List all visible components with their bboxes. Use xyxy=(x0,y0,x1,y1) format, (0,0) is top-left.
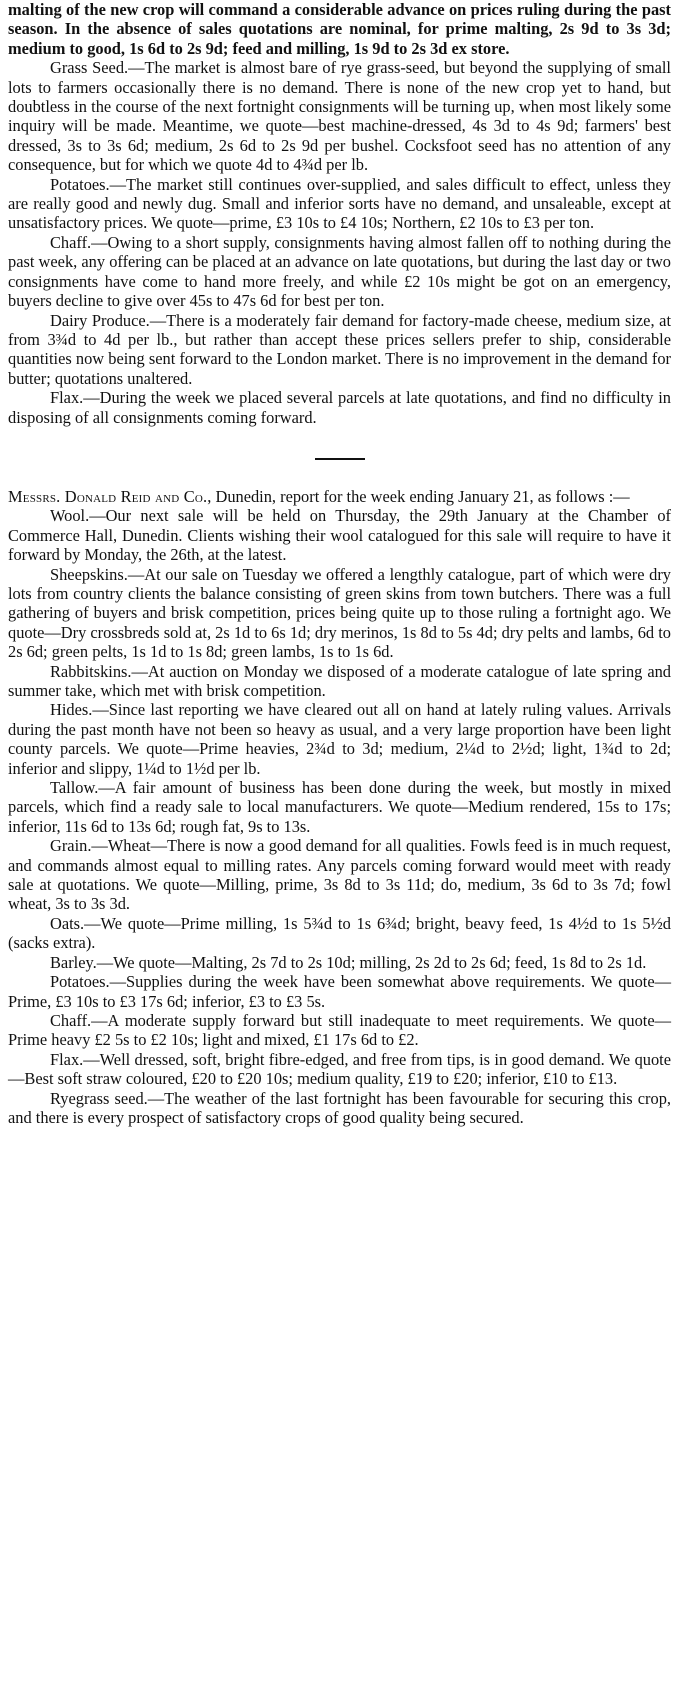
grain-paragraph xyxy=(8,836,671,914)
sheepskins-paragraph xyxy=(8,565,671,662)
paragraph-text: —At our sale on Tuesday we offered a lengthly catalogue, part of which were dry lots from country clients the balance consisting of green skins from town butchers. There was a full gathering of buyers and brisk competition, prices being quite up to those ruling a fortnight ago. We quote—Dry crossbreds sold at, 2s 1d to 6s 1d; dry merinos, 1s 8d to 5s 4d; dry pelts and lambs, 6d to 2s 6d; green pelts, 1s 1d to 1s 8d; green lambs, 1s to 1s 6d. xyxy=(8,564,671,662)
paragraph-text: —Well dressed, soft, bright fibre-edged, and free from tips, is in good demand. We quote—Best soft straw coloured, £20 to £20 10s; medium quality, £19 to £20; inferior, £10 to £13. xyxy=(8,1049,671,1089)
paragraph-heading: Rabbitskins. xyxy=(50,661,132,681)
paragraph-text: —The market is almost bare of rye grass-seed, but beyond the supplying of small lots to farmers occasionally there is no demand. There is none of the new crop yet to hand, but doubtless in the course of the next fortnight consignments will be turning up, when most likely some inquiry will be made. Meantime, we quote—best machine-dressed, 4s 3d to 4s 9d; farmers' best dressed, 3s to 3s 6d; medium, 2s 6d to 2s 9d per bushel. Cocksfoot seed has no attention of any consequence, but for which we quote 4d to 4¾d per lb. xyxy=(8,58,671,175)
paragraph-text: —A moderate supply forward but still inadequate to meet requirements. We quote—Prime heavy £2 5s to £2 10s; light and mixed, £1 17s 6d to £2. xyxy=(8,1010,671,1050)
paragraph-heading: Grain. xyxy=(50,836,92,856)
paragraph-heading: Ryegrass seed. xyxy=(50,1088,148,1108)
market-report-section-1 xyxy=(8,0,671,427)
malting-paragraph: malting of the new crop will command a considerable advance on prices ruling during the past season. In the absence of sales quotations are nominal, for prime malting, 2s 9d to 3s 3d; medium to good, 1s 6d to 2s 9d; feed and milling, 1s 9d to 2s 3d ex store. xyxy=(8,0,671,58)
paragraph-heading: Tallow. xyxy=(50,778,99,798)
paragraph-heading: Potatoes. xyxy=(50,972,110,992)
paragraph-heading: Chaff. xyxy=(50,232,92,252)
tallow-paragraph xyxy=(8,778,671,836)
chaff-paragraph xyxy=(8,1011,671,1050)
divider-rule xyxy=(315,458,365,460)
paragraph-heading: Potatoes. xyxy=(50,174,110,194)
report-intro xyxy=(8,487,671,506)
paragraph-text: —The weather of the last fortnight has been favourable for securing this crop, and there is every prospect of satisfactory crops of good quality being secured. xyxy=(8,1088,671,1127)
dairy-produce-paragraph xyxy=(8,311,671,389)
paragraph-text: —There is a moderately fair demand for factory-made cheese, medium size, at from 3¾d to 4d per lb., but rather than accept these prices sellers prefer to ship, considerable quantities now being sent forward to the London market. There is no improvement in the demand for butter; quotations unaltered. xyxy=(8,310,671,388)
potatoes-paragraph xyxy=(8,175,671,233)
paragraph-text: —At auction on Monday we disposed of a moderate catalogue of late spring and summer take, which met with brisk competition. xyxy=(8,661,671,700)
paragraph-text: —We quote—Prime milling, 1s 5¾d to 1s 6¾d; bright, beavy feed, 1s 4½d to 1s 5½d (sacks extra). xyxy=(8,913,671,953)
barley-paragraph xyxy=(8,953,671,972)
market-report-section-2 xyxy=(8,487,671,1127)
paragraph-heading: Chaff. xyxy=(50,1010,92,1030)
paragraph-heading: Flax. xyxy=(50,1049,84,1069)
paragraph-heading: Dairy Produce. xyxy=(50,310,150,330)
paragraph-heading: Grass Seed. xyxy=(50,58,129,78)
paragraph-heading: Hides. xyxy=(50,700,93,720)
paragraph-heading: Oats. xyxy=(50,913,85,933)
paragraph-heading: Flax. xyxy=(50,388,84,408)
rabbitskins-paragraph xyxy=(8,662,671,701)
chaff-paragraph xyxy=(8,233,671,311)
flax-paragraph xyxy=(8,1050,671,1089)
paragraph-text: —Since last reporting we have cleared out all on hand at lately ruling values. Arrivals during the past month have not been so heavy as usual, and a very large proportion have been light county parcels. We quote—Prime heavies, 2¾d to 3d; medium, 2¼d to 2½d; light, 1¾d to 2d; inferior and slippy, 1¼d to 1½d per lb. xyxy=(8,700,671,778)
hides-paragraph xyxy=(8,700,671,778)
paragraph-heading: Barley. xyxy=(50,952,97,972)
section-divider xyxy=(8,427,671,487)
paragraph-text: —Supplies during the week have been somewhat above requirements. We quote—Prime, £3 10s to £3 17s 6d; inferior, £3 to £3 5s. xyxy=(8,972,671,1011)
report-intro-text: , Dunedin, report for the week ending January 21, as follows :— xyxy=(207,486,630,506)
potatoes-paragraph xyxy=(8,972,671,1011)
grass-seed-paragraph xyxy=(8,58,671,174)
paragraph-text: —We quote—Malting, 2s 7d to 2s 10d; milling, 2s 2d to 2s 6d; feed, 1s 8d to 2s 1d. xyxy=(96,952,647,972)
paragraph-heading: Sheepskins. xyxy=(50,564,128,584)
oats-paragraph xyxy=(8,914,671,953)
paragraph-text: —A fair amount of business has been done during the week, but mostly in mixed parcels, which find a ready sale to local manufacturers. We quote—Medium rendered, 15s to 17s; inferior, 11s 6d to 13s 6d; rough fat, 9s to 13s. xyxy=(8,778,671,836)
ryegrass-seed-paragraph xyxy=(8,1089,671,1128)
paragraph-text: —Our next sale will be held on Thursday, the 29th January at the Chamber of Commerce Hall, Dunedin. Clients wishing their wool catalogued for this sale will require to have it forward by Monday, the 26th, at the latest. xyxy=(8,506,671,565)
paragraph-heading: Wool. xyxy=(50,506,90,526)
wool-paragraph xyxy=(8,506,671,564)
paragraph-text: —The market still continues over-supplied, and sales difficult to effect, unless they are really good and newly dug. Small and inferior sorts have no demand, and unsaleable, except at unsatisfactory prices. We quote—prime, £3 10s to £4 10s; Northern, £2 10s to £3 per ton. xyxy=(8,174,671,233)
paragraph-text: —During the week we placed several parcels at late quotations, and find no difficulty in disposing of all consignments coming forward. xyxy=(8,388,671,427)
firm-name: Messrs. Donald Reid and Co. xyxy=(8,486,208,506)
paragraph-text: —Owing to a short supply, consignments having almost fallen off to nothing during the past week, any offering can be placed at an advance on late quotations, but during the last day or two consignments have come to hand more freely, and while £2 10s might be got on an emergency, buyers decline to give over 45s to 47s 6d for best per ton. xyxy=(8,232,671,311)
flax-paragraph xyxy=(8,388,671,427)
paragraph-text: —Wheat—There is now a good demand for all qualities. Fowls feed is in much request, and commands almost equal to milling rates. Any parcels coming forward would meet with ready sale at quotations. We quote—Milling, prime, 3s 8d to 3s 11d; do, medium, 3s 6d to 3s 7d; fowl wheat, 3s to 3s 3d. xyxy=(8,836,671,914)
